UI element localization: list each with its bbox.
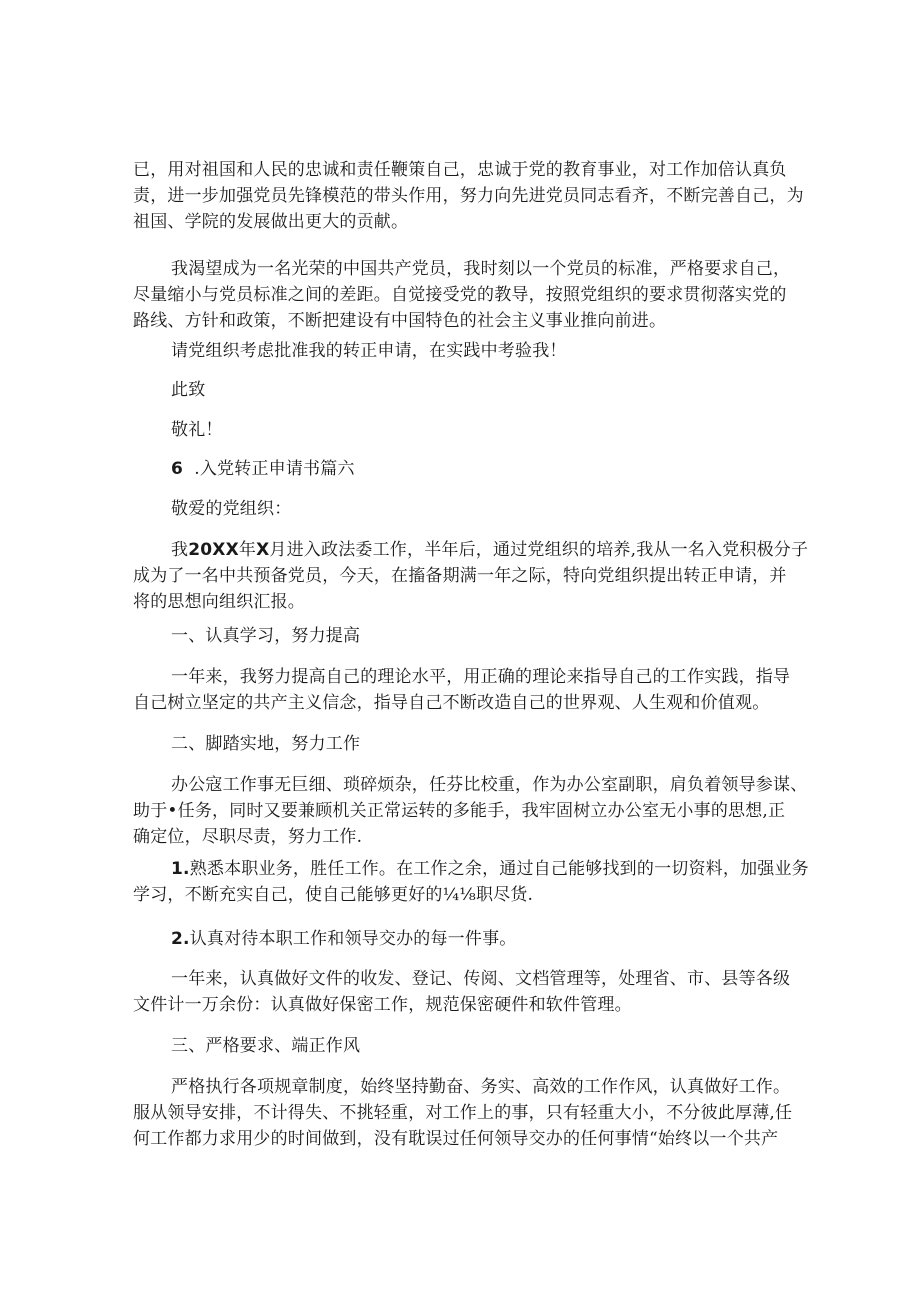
section-title: [133, 456, 793, 482]
text-line: 助于•任务，同时又要兼顾机关正常运转的多能手，我牢固树立办公室无小事的思想,正: [133, 801, 786, 821]
section-title-text: .入党转正申请书篇六: [183, 459, 355, 479]
month-placeholder: X: [256, 540, 270, 560]
text-line: 尽量缩小与党员标准之间的差距。自觉接受党的教导，按照党组织的要求贯彻落实党的: [133, 285, 787, 305]
list-item-two: [133, 926, 793, 952]
list-item-one: [133, 856, 809, 908]
text-line: 确定位，尽职尽责，努力工作.: [133, 827, 363, 847]
text-line: 请党组织考虑批准我的转正申请，在实践中考验我！: [171, 341, 567, 361]
text-line: 学习，不断充实自己，使自己能够更好的¼⅛职尽货.: [133, 885, 534, 905]
text-fragment: 熟悉本职业务，胜任工作。在工作之余，通过自己能够找到的一切资料，加强业务: [189, 859, 809, 879]
text-line: 路线、方针和政策，不断把建设有中国特色的社会主义事业推向前进。: [133, 311, 667, 331]
text-line: 何工作都力求用少的时间做到，没有耽误过任何领导交办的任何事情“始终以一个共产: [133, 1129, 779, 1149]
text-line: 敬爱的党组织：: [171, 499, 292, 519]
text-line: 一年来，我努力提高自己的理论水平，用正确的理论来指导自己的工作实践，指导: [171, 667, 791, 687]
text-line: 祖国、学院的发展做出更大的贡献。: [133, 212, 409, 232]
text-fragment: 我: [171, 540, 189, 560]
paragraph-study: [133, 664, 793, 716]
paragraph-work: [133, 772, 808, 850]
text-line: 敬礼！: [171, 420, 223, 440]
text-line: 二、脚踏实地，努力工作: [171, 734, 361, 754]
paragraph-request: [133, 338, 793, 364]
text-line: 三、严格要求、端正作风: [171, 1036, 361, 1056]
paragraph-documents: [133, 966, 793, 1018]
text-line: 责，进一步加强党员先锋模范的带头作用，努力向先进党员同志看齐，不断完善自己，为: [133, 186, 804, 206]
text-line: 已，用对祖国和人民的忠诚和责任鞭策自己，忠诚于党的教育事业，对工作加倍认真负: [133, 160, 787, 180]
heading-one: [133, 623, 793, 649]
closing-salutation: [133, 377, 793, 403]
text-line: 严格执行各项规章制度，始终坚持勤奋、务实、高效的工作作风，认真做好工作。: [171, 1077, 791, 1097]
text-line: 成为了一名中共预备党员，今天，在搐备期满一年之际，特向党组织提出转正申请，并: [133, 566, 787, 586]
greeting: [133, 496, 793, 522]
text-line: 一年来，认真做好文件的收发、登记、传阅、文档管理等，处理省、市、县等各级: [171, 969, 791, 989]
paragraph-continuation: [133, 157, 804, 235]
closing-regards: [133, 417, 793, 443]
text-fragment: 月进入政法委工作，半年后，通过党组织的培养,我从一名入党积极分子: [269, 540, 809, 560]
list-number: 2.: [171, 929, 190, 949]
heading-three: [133, 1033, 793, 1059]
text-line: 将的思想向组织汇报。: [133, 592, 305, 612]
list-number: 1.: [171, 859, 190, 879]
text-line: 办公寇工作事无巨细、琐碎烦杂，任芬比校重，作为办公室副职，肩负着领导参谋、: [171, 775, 808, 795]
text-fragment: 认真对待本职工作和领导交办的每一件事。: [189, 929, 517, 949]
section-number: 6: [171, 459, 184, 479]
text-line: 服从领导安排，不计得失、不挑轻重，对工作上的事，只有轻重大小，不分彼此厚薄,任: [133, 1103, 793, 1123]
paragraph-discipline: [133, 1074, 793, 1152]
text-fragment: 年: [238, 540, 257, 560]
paragraph-aspiration: [133, 256, 793, 334]
text-line: 自己树立坚定的共产主义信念，指导自己不断改造自己的世界观、人生观和价值观。: [133, 693, 770, 713]
text-line: 此致: [171, 380, 206, 400]
paragraph-intro: [133, 537, 809, 615]
heading-two: [133, 731, 793, 757]
text-line: 我渴望成为一名光荣的中国共产党员，我时刻以一个党员的标准，严格要求自己，: [171, 259, 791, 279]
text-line: 文件计一万余份：认真做好保密工作，规范保密硬件和软件管理。: [133, 995, 632, 1015]
text-line: 一、认真学习，努力提高: [171, 626, 361, 646]
year-placeholder: 20XX: [188, 540, 239, 560]
